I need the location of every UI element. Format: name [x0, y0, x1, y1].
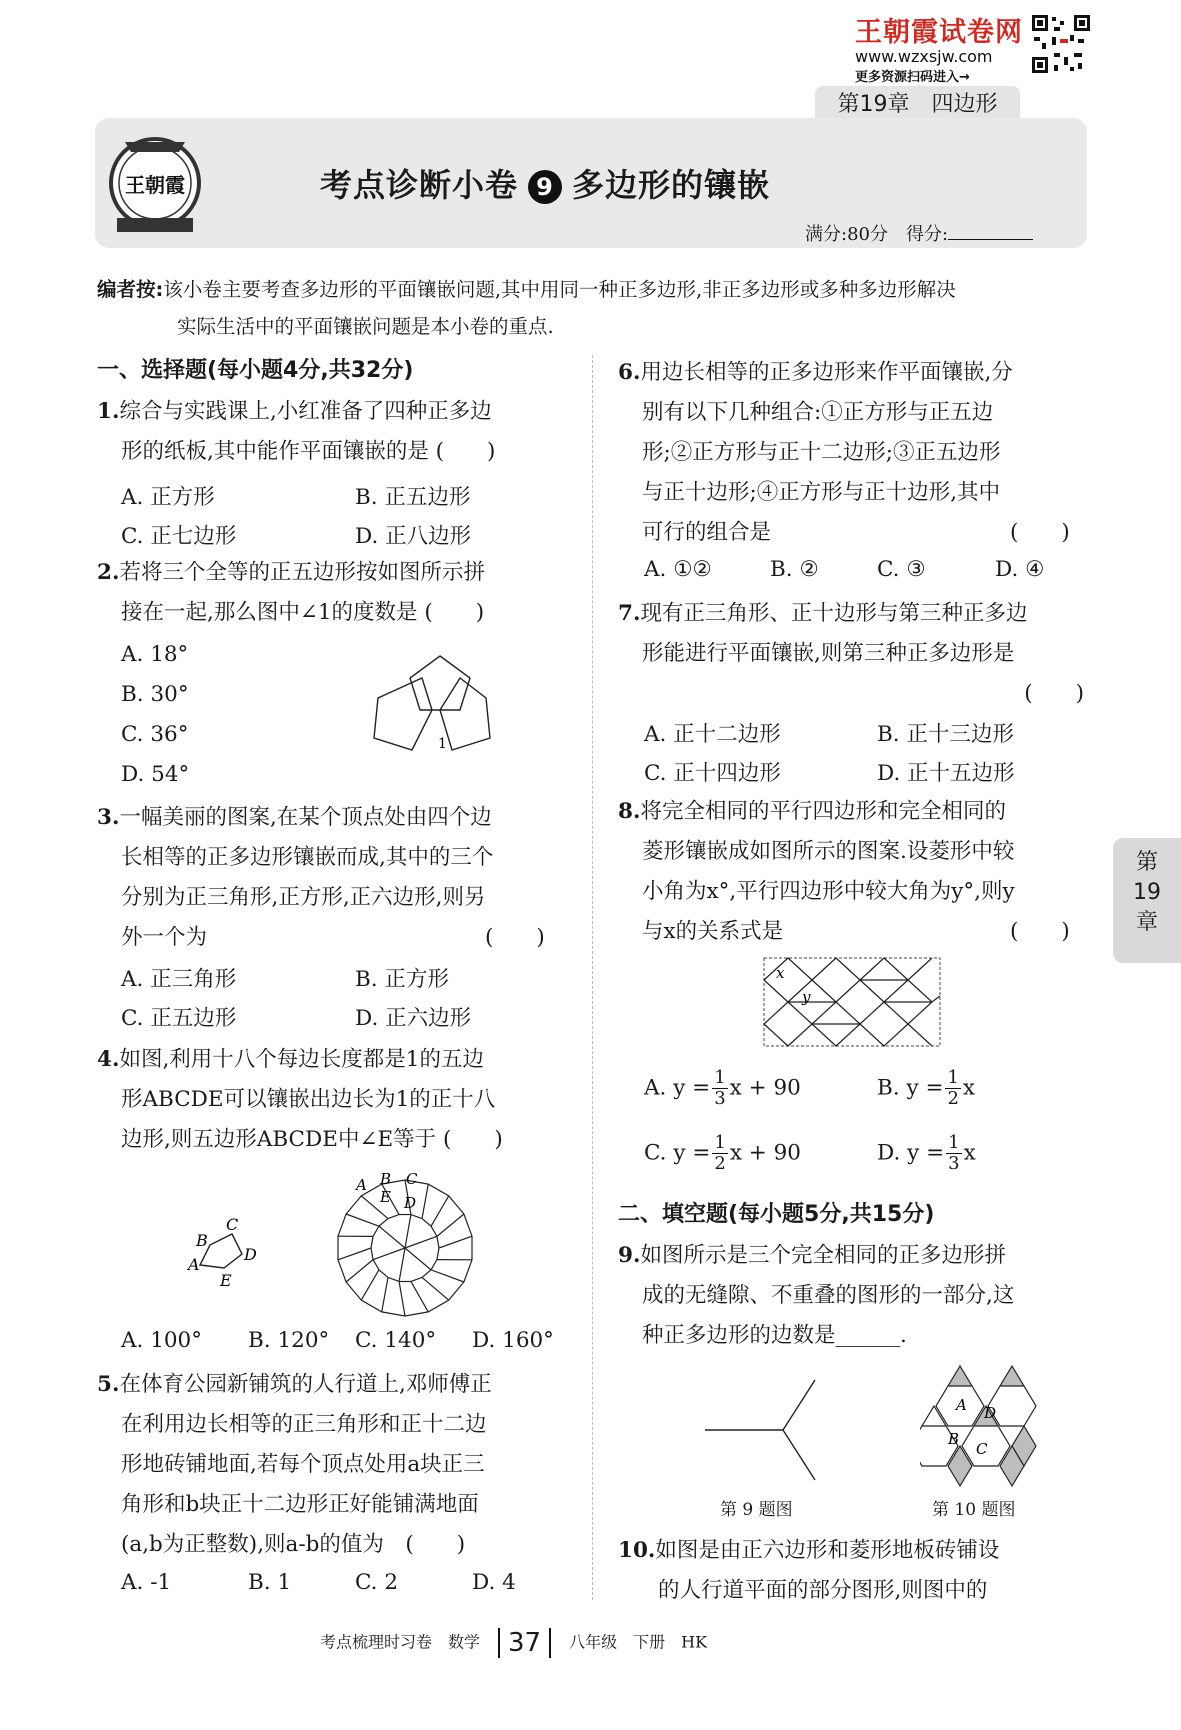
q10-figure [920, 1362, 1038, 1488]
q2-angle-label: 1 [438, 736, 447, 752]
q9-line1: 如图所示是三个完全相同的正多边形拼 [640, 1243, 1006, 1268]
question-1 [97, 392, 577, 472]
q9-line2: 成的无缝隙、不重叠的图形的一部分,这 [642, 1283, 1015, 1308]
q4-tile-inner-edge [437, 1248, 439, 1260]
q4-option-d[interactable]: D. 160° [472, 1328, 554, 1353]
q10-line2: 的人行道平面的部分图形,则图中的 [658, 1578, 988, 1603]
q8-a-num: 1 [714, 1067, 726, 1088]
title-prefix: 考点诊断小卷 [320, 166, 519, 204]
q3-line2: 长相等的正多边形镶嵌而成,其中的三个 [121, 845, 494, 870]
q1-option-d[interactable]: D. 正八边形 [355, 524, 472, 549]
q5-option-c[interactable]: C. 2 [355, 1570, 399, 1595]
q6-line5: 可行的组合是 [642, 520, 772, 545]
title-suffix: 多边形的镶嵌 [572, 166, 771, 204]
page-number: 37 [498, 1628, 551, 1658]
q4-tile-inner-edge [422, 1219, 431, 1227]
q2-option-d[interactable]: D. 54° [121, 762, 190, 787]
score-line [805, 220, 1033, 246]
q1-number: 1. [97, 399, 120, 424]
q4-tile-inner-edge [431, 1260, 437, 1270]
q8-c-num: 1 [714, 1132, 726, 1153]
q7-line1: 现有正三角形、正十边形与第三种正多边 [640, 601, 1028, 626]
q5-line4: 角形和b块正十二边形正好能铺满地面 [121, 1492, 479, 1517]
q4-tile-spoke [405, 1248, 431, 1270]
q10-label-d: D [984, 1404, 997, 1422]
q4-tile-inner-edge [373, 1226, 379, 1236]
q3-line3: 分别为正三角形,正方形,正六边形,则另 [121, 885, 486, 910]
q8-paren[interactable]: ( ) [1010, 919, 1070, 944]
q6-option-c[interactable]: C. ③ [877, 557, 926, 582]
q5-line5: (a,b为正整数),则a-b的值为 ( ) [121, 1532, 466, 1557]
q4-tile-spoke [405, 1215, 411, 1248]
q1-option-b[interactable]: B. 正五边形 [355, 485, 471, 510]
q4-tile-inner-edge [388, 1277, 399, 1281]
q4-tile-edge [346, 1260, 373, 1282]
q8-b-num: 1 [947, 1067, 959, 1088]
fig9-caption: 第 9 题图 [720, 1500, 793, 1520]
q10-label-b: B [948, 1430, 960, 1448]
q4-label-e: E [220, 1271, 232, 1290]
q4-number: 4. [97, 1047, 120, 1072]
q3-line4: 外一个为 [121, 925, 208, 950]
section-1-heading: 一、选择题(每小题4分,共32分) [97, 358, 414, 383]
question-2 [97, 553, 577, 633]
score-label: 得分: [905, 224, 949, 245]
q7-option-b[interactable]: B. 正十三边形 [877, 722, 1014, 747]
q2-line2: 接在一起,那么图中∠1的度数是 ( ) [121, 600, 485, 625]
section-2-heading: 二、填空题(每小题5分,共15分) [618, 1202, 935, 1227]
q1-line2: 形的纸板,其中能作平面镶嵌的是 ( ) [121, 439, 496, 464]
q5-option-a[interactable]: A. -1 [121, 1570, 172, 1595]
q6-number: 6. [618, 360, 641, 385]
q4-fig-label-b: B [380, 1170, 392, 1188]
publisher-logo-icon [105, 128, 205, 238]
q2-option-a[interactable]: A. 18° [121, 642, 189, 667]
q4-tile-inner-edge [437, 1236, 439, 1248]
q8-d-den: 3 [948, 1153, 960, 1174]
q3-option-d[interactable]: D. 正六边形 [355, 1006, 472, 1031]
column-divider [592, 355, 594, 1600]
question-9 [618, 1236, 1088, 1356]
q8-c-post: x + 90 [729, 1140, 801, 1166]
q5-option-b[interactable]: B. 1 [248, 1570, 292, 1595]
q4-tile-spoke [405, 1236, 437, 1248]
q8-option-d[interactable] [877, 1133, 976, 1174]
question-3 [97, 798, 577, 958]
q4-fig-label-e: E [380, 1188, 391, 1206]
title-number-badge: 9 [528, 170, 562, 204]
q4-label-d: D [244, 1245, 257, 1264]
question-4 [97, 1040, 577, 1160]
q8-c-den: 2 [714, 1153, 726, 1174]
q3-number: 3. [97, 805, 120, 830]
q8-x-label: x [776, 964, 785, 982]
q5-number: 5. [97, 1372, 120, 1397]
q4-tile-inner-edge [422, 1270, 431, 1278]
q4-tile-inner-edge [371, 1236, 373, 1248]
q4-line1: 如图,利用十八个每边长度都是1的五边 [119, 1047, 484, 1072]
qr-code-icon[interactable] [1030, 13, 1092, 75]
brand-url[interactable]: www.wzxsjw.com [855, 47, 993, 66]
q1-line1: 综合与实践课上,小红准备了四种正多边 [119, 399, 492, 424]
q5-option-d[interactable]: D. 4 [472, 1570, 516, 1595]
q4-tile-inner-edge [411, 1215, 422, 1219]
q8-option-c[interactable] [644, 1133, 801, 1174]
q4-tile-edge [361, 1270, 379, 1300]
q6-option-a[interactable]: A. ①② [644, 557, 712, 582]
q8-line1: 将完全相同的平行四边形和完全相同的 [640, 799, 1006, 824]
question-8 [618, 792, 1088, 952]
editor-note [97, 271, 1087, 345]
q2-option-c[interactable]: C. 36° [121, 722, 189, 747]
q4-tile-inner-edge [431, 1226, 437, 1236]
q3-option-b[interactable]: B. 正方形 [355, 967, 449, 992]
q8-tessellation-figure [762, 956, 942, 1048]
q8-number: 8. [618, 799, 641, 824]
q3-paren[interactable]: ( ) [485, 925, 545, 950]
q8-d-num: 1 [948, 1132, 960, 1153]
q6-option-b[interactable]: B. ② [770, 557, 819, 582]
note-label: 编者按: [97, 278, 164, 301]
side-tab-line1: 第 [1135, 850, 1158, 875]
side-chapter-tab [1113, 838, 1181, 963]
q4-pentagon-figure [180, 1210, 270, 1300]
q4-tile-edge [382, 1277, 388, 1311]
q4-option-b[interactable]: B. 120° [248, 1328, 330, 1353]
q9-line3[interactable]: 种正多边形的边数是______. [642, 1323, 907, 1348]
q8-a-pre: A. y = [644, 1075, 711, 1101]
q4-tile-inner-edge [371, 1248, 373, 1260]
q8-line3: 小角为x°,平行四边形中较大角为y°,则y [642, 879, 1015, 904]
q6-line4: 与正十边形;④正方形与正十边形,其中 [642, 480, 1001, 505]
q3-option-c[interactable]: C. 正五边形 [121, 1006, 237, 1031]
brand-name: 王朝霞试卷网 [855, 17, 1023, 48]
q8-c-pre: C. y = [644, 1140, 711, 1166]
q2-line1: 若将三个全等的正五边形按如图所示拼 [119, 560, 485, 585]
footer [320, 1628, 707, 1658]
brand-more: 更多资源扫码进入→ [855, 70, 970, 85]
q4-tile-inner-edge [411, 1277, 422, 1281]
q8-b-den: 2 [947, 1088, 959, 1109]
q6-option-d[interactable]: D. ④ [995, 557, 1045, 582]
q4-line3: 边形,则五边形ABCDE中∠E等于 ( ) [121, 1127, 503, 1152]
q4-option-c[interactable]: C. 140° [355, 1328, 437, 1353]
q4-line2: 形ABCDE可以镶嵌出边长为1的正十八 [121, 1087, 496, 1112]
q6-paren[interactable]: ( ) [1010, 520, 1070, 545]
footer-right: 八年级 下册 HK [569, 1632, 708, 1652]
q1-option-a[interactable]: A. 正方形 [121, 485, 215, 510]
fig10-caption: 第 10 题图 [932, 1500, 1016, 1520]
q4-tile-inner-edge [373, 1260, 379, 1270]
chapter-tab: 第19章 四边形 [815, 86, 1020, 124]
q4-tile-edge [346, 1214, 379, 1226]
q4-tile-inner-edge [379, 1270, 388, 1278]
q2-option-b[interactable]: B. 30° [121, 682, 189, 707]
page-title [320, 160, 770, 206]
q8-a-den: 3 [714, 1088, 726, 1109]
q7-option-c[interactable]: C. 正十四边形 [644, 761, 781, 786]
q8-a-post: x + 90 [729, 1075, 801, 1101]
q7-paren[interactable]: ( ) [1024, 681, 1084, 706]
q4-tile-edge [431, 1196, 449, 1226]
q4-tile-spoke [399, 1248, 405, 1281]
q5-line1: 在体育公园新铺筑的人行道上,邓师傅正 [119, 1372, 492, 1397]
question-7 [618, 594, 1088, 714]
note-line2: 实际生活中的平面镶嵌问题是本小卷的重点. [177, 315, 554, 338]
q8-b-pre: B. y = [877, 1075, 944, 1101]
q4-tile-spoke [373, 1248, 405, 1260]
q8-line4: 与x的关系式是 [642, 919, 784, 944]
q8-line2: 菱形镶嵌成如图所示的图案.设菱形中较 [642, 839, 1015, 864]
q9-figure [705, 1375, 825, 1485]
q4-fig-label-c: C [406, 1170, 418, 1188]
q2-pentagon-figure [370, 648, 510, 760]
q5-line2: 在利用边长相等的正三角形和正十二边 [121, 1412, 487, 1437]
q4-tile-spoke [379, 1226, 405, 1248]
q4-fig-label-a: A [356, 1176, 367, 1194]
q9-number: 9. [618, 1243, 641, 1268]
q5-line3: 形地砖铺地面,若每个顶点处用a块正三 [121, 1452, 485, 1477]
q2-number: 2. [97, 560, 120, 585]
q7-option-d[interactable]: D. 正十五边形 [877, 761, 1015, 786]
q4-tile-edge [399, 1281, 405, 1316]
q8-b-post: x [962, 1075, 976, 1101]
q4-option-a[interactable]: A. 100° [121, 1328, 202, 1353]
q10-label-c: C [976, 1440, 988, 1458]
q6-line2: 别有以下几种组合:①正方形与正五边 [642, 400, 994, 425]
full-score: 满分:80分 [805, 224, 888, 245]
q6-line3: 形;②正方形与正十二边形;③正五边形 [642, 440, 1001, 465]
q10-line1: 如图是由正六边形和菱形地板砖铺设 [655, 1538, 1000, 1563]
question-6 [618, 353, 1088, 553]
q4-fig-label-d: D [404, 1194, 417, 1212]
question-5 [97, 1365, 577, 1565]
q4-tile-edge [422, 1277, 449, 1300]
q4-label-a: A [188, 1255, 200, 1274]
side-tab-line2: 19 [1133, 880, 1161, 905]
q4-label-c: C [226, 1215, 239, 1234]
q4-tile-edge [437, 1214, 464, 1236]
q4-tile-edge [338, 1248, 371, 1260]
q4-tile-edge [431, 1270, 464, 1282]
q8-y-label: y [802, 988, 811, 1006]
logo-text: 王朝霞 [125, 173, 185, 197]
q8-d-pre: D. y = [877, 1140, 945, 1166]
q8-option-b[interactable] [877, 1068, 975, 1109]
q10-number: 10. [618, 1538, 656, 1563]
q10-label-a: A [956, 1396, 967, 1414]
q4-tile-edge [439, 1236, 472, 1248]
question-10 [618, 1531, 1088, 1611]
footer-left: 考点梳理时习卷 数学 [320, 1632, 481, 1652]
q4-tile-edge [422, 1184, 428, 1218]
q7-option-a[interactable]: A. 正十二边形 [644, 722, 781, 747]
score-blank[interactable] [948, 223, 1033, 240]
q4-tile-inner-edge [379, 1219, 388, 1227]
q4-label-b: B [196, 1231, 208, 1250]
side-tab-line3: 章 [1135, 910, 1158, 935]
q7-line2: 形能进行平面镶嵌,则第三种正多边形是 [642, 641, 1015, 666]
q3-option-a[interactable]: A. 正三角形 [121, 967, 237, 992]
q1-option-c[interactable]: C. 正七边形 [121, 524, 237, 549]
q4-tile-edge [411, 1281, 428, 1311]
q4-octadecagon-figure [330, 1170, 480, 1320]
q8-option-a[interactable] [644, 1068, 801, 1109]
q8-d-post: x [963, 1140, 976, 1166]
q7-number: 7. [618, 601, 641, 626]
q4-tile-inner-edge [388, 1215, 399, 1219]
q3-line1: 一幅美丽的图案,在某个顶点处由四个边 [119, 805, 492, 830]
note-line1: 该小卷主要考查多边形的平面镶嵌问题,其中用同一种正多边形,非正多边形或多种多边形解决 [163, 278, 956, 301]
q6-line1: 用边长相等的正多边形来作平面镶嵌,分 [640, 360, 1013, 385]
